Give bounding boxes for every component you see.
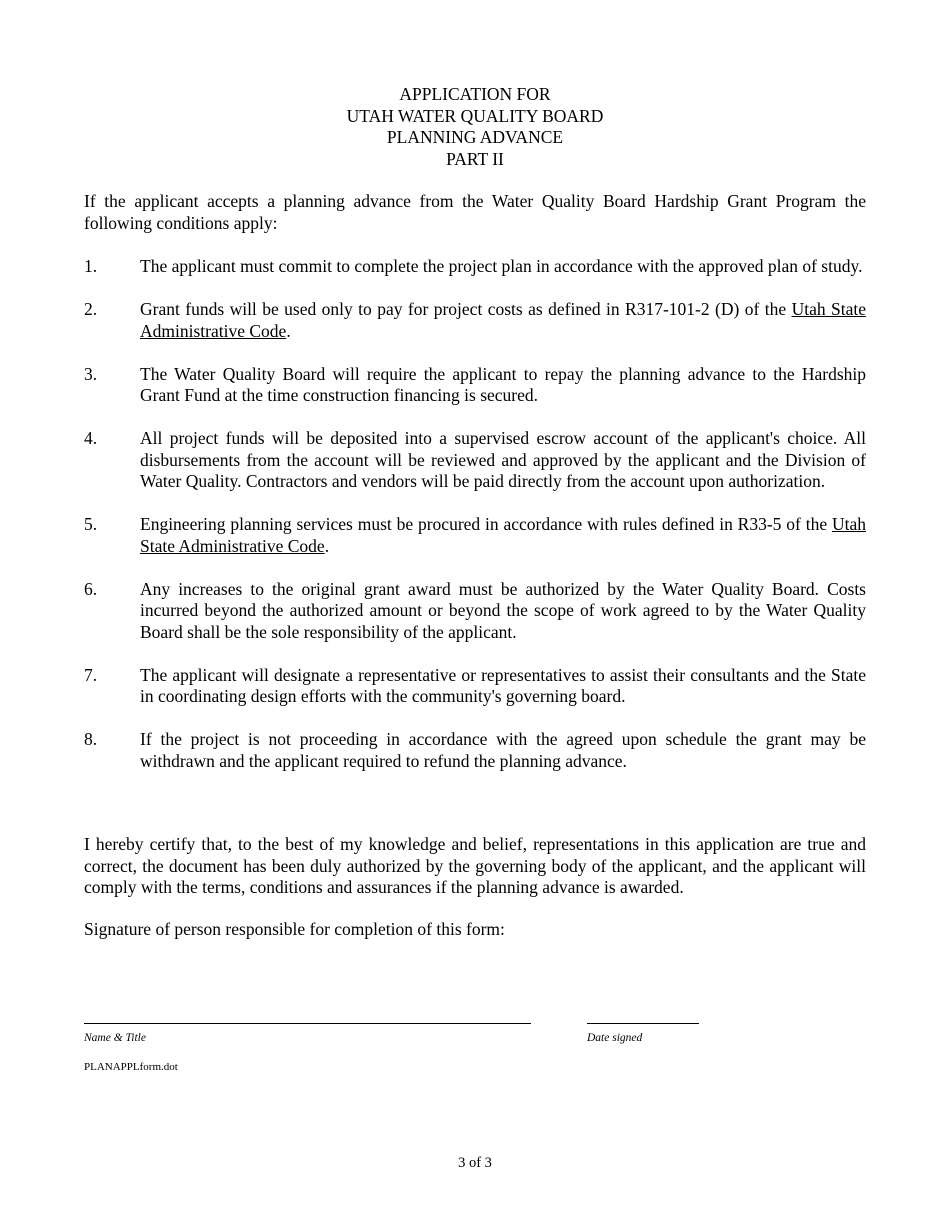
condition-item-5 [84,514,866,557]
condition-item-3 [84,364,866,407]
condition-item-7 [84,665,866,708]
form-filename: PLANAPPLform.dot [84,1061,178,1073]
condition-number: 8. [84,729,98,749]
condition-item-8 [84,729,866,772]
condition-number: 2. [84,299,98,319]
condition-number: 3. [84,363,98,384]
condition-item-4 [84,428,866,493]
condition-item-2 [84,299,866,342]
condition-item-1 [84,256,866,278]
title-line-1: APPLICATION FOR [399,84,551,104]
code-reference: Utah State Administrative Code [140,299,866,341]
condition-text: The Water Quality Board will require the applicant to repay the planning advance to the Hardship Grant Fund at the time construction financing is secured. [140,363,866,405]
condition-text: The applicant will designate a representative or representatives to assist their consultants and the State in coordinating design efforts with the community's governing board. [140,664,866,706]
date-signed-line[interactable] [587,1023,699,1024]
condition-text-part: . [324,535,330,556]
intro-paragraph: If the applicant accepts a planning advance from the Water Quality Board Hardship Grant Program the following conditions apply: [84,191,866,233]
condition-text [140,299,866,342]
code-reference: Utah State Administrative Code [140,514,866,556]
condition-text-part: . [286,320,291,341]
condition-text: All project funds will be deposited into a supervised escrow account of the applicant's choice. All disbursements from the account will be reviewed and approved by the applicant and the Division of Water Quality. Contractors and vendors will be paid directly from the account upon authorization. [140,428,866,491]
condition-text [140,514,866,557]
condition-number: 6. [84,578,98,599]
title-line-4: PART II [446,148,504,169]
condition-text: If the project is not proceeding in accordance with the agreed upon schedule the grant may be withdrawn and the applicant required to refund the planning advance. [140,729,866,771]
condition-text: The applicant must commit to complete the project plan in accordance with the approved plan of study. [140,256,863,276]
name-title-caption: Name & Title [84,1032,146,1044]
conditions-list [84,256,866,794]
document-title [0,84,950,170]
title-line-3: PLANNING ADVANCE [386,127,564,147]
condition-number: 7. [84,664,98,685]
page-number: 3 of 3 [458,1155,492,1171]
signature-prompt: Signature of person responsible for completion of this form: [84,919,505,939]
certification-paragraph: I hereby certify that, to the best of my knowledge and belief, representations in this application are true and correct, the document has been duly authorized by the governing body of the applicant, and the applicant will comply with the terms, conditions and assurances if the planning advance is awarded. [84,834,866,897]
title-line-2: UTAH WATER QUALITY BOARD [346,105,604,126]
condition-item-6 [84,579,866,644]
date-signed-caption: Date signed [587,1032,643,1044]
condition-number: 1. [84,256,98,276]
condition-text-part: Grant funds will be used only to pay for project costs as defined in R317-101-2 (D) of the [140,299,792,319]
condition-number: 4. [84,428,98,448]
condition-text: Any increases to the original grant award must be authorized by the Water Quality Board. Costs incurred beyond the authorized amount or beyond the scope of work agreed to by the Water Quality Board shall be the sole responsibility of the applicant. [140,578,866,642]
condition-text-part: Engineering planning services must be procured in accordance with rules defined in R33-5 of the [140,514,832,534]
condition-number: 5. [84,514,98,534]
name-title-signature-line[interactable] [84,1023,531,1024]
